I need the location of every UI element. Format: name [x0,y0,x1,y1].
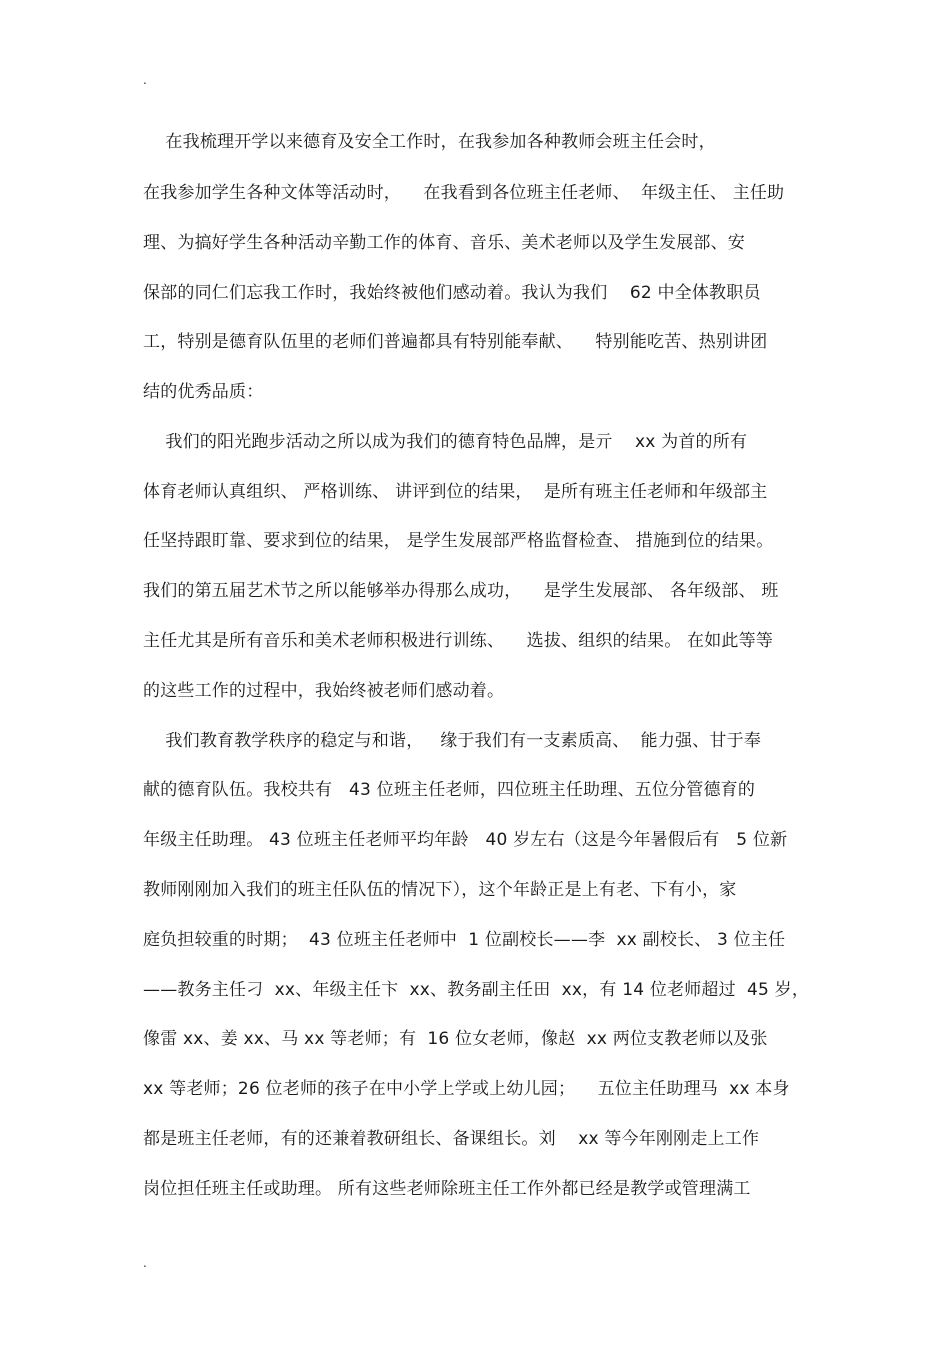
text-line-21: 都是班主任老师，有的还兼着教研组长、备课组长。刘 xx 等今年刚刚走上工作 [143,1129,760,1149]
text-line-11: 主任尤其是所有音乐和美术老师积极进行训练、 选拔、组织的结果。 在如此等等 [143,631,774,651]
text-line-19: 像雷 xx、姜 xx、马 xx 等老师；有 16 位女老师，像赵 xx 两位支教老师以及张 [143,1029,768,1049]
text-line-18: ——教务主任刁 xx、年级主任卞 xx、教务副主任田 xx，有 14 位老师超过 45 岁， [143,980,810,1000]
text-line-17: 庭负担较重的时期； 43 位班主任老师中 1 位副校长——李 xx 副校长、 3 位主任 [143,930,786,950]
text-line-3: 理、为搞好学生各种活动辛勤工作的体育、音乐、美术老师以及学生发展部、安 [143,233,745,253]
page-header-mark: . [143,73,147,87]
text-line-8: 体育老师认真组织、 严格训练、 讲评到位的结果， 是所有班主任老师和年级部主 [143,482,768,502]
text-line-14: 献的德育队伍。我校共有 43 位班主任老师，四位班主任助理、五位分管德育的 [143,780,756,800]
text-line-12: 的这些工作的过程中，我始终被老师们感动着。 [143,681,505,701]
text-line-16: 教师刚刚加入我们的班主任队伍的情况下），这个年龄正是上有老、下有小，家 [143,880,737,900]
text-line-6: 结的优秀品质： [143,382,264,402]
text-line-10: 我们的第五届艺术节之所以能够举办得那么成功， 是学生发展部、 各年级部、 班 [143,581,779,601]
text-line-15: 年级主任助理。 43 位班主任老师平均年龄 40 岁左右（这是今年暑假后有 5 位新 [143,830,788,850]
text-line-1: 在我梳理开学以来德育及安全工作时，在我参加各种教师会班主任会时， [143,132,716,152]
text-line-13: 我们教育教学秩序的稳定与和谐， 缘于我们有一支素质高、 能力强、甘于奉 [143,731,762,751]
text-line-20: xx 等老师；26 位老师的孩子在中小学上学或上幼儿园； 五位主任助理马 xx 本身 [143,1079,790,1099]
text-line-7: 我们的阳光跑步活动之所以成为我们的德育特色品牌，是亓 xx 为首的所有 [143,432,748,452]
text-line-4: 保部的同仁们忘我工作时，我始终被他们感动着。我认为我们 62 中全体教职员 [143,283,761,303]
page-footer-mark: . [143,1256,147,1270]
text-line-2: 在我参加学生各种文体等活动时， 在我看到各位班主任老师、 年级主任、 主任助 [143,183,785,203]
text-line-22: 岗位担任班主任或助理。 所有这些老师除班主任工作外都已经是教学或管理满工 [143,1179,751,1199]
text-line-9: 任坚持跟盯靠、要求到位的结果， 是学生发展部严格监督检查、 措施到位的结果。 [143,531,774,551]
text-line-5: 工，特别是德育队伍里的老师们普遍都具有特别能奉献、 特别能吃苦、热别讲团 [143,332,768,352]
